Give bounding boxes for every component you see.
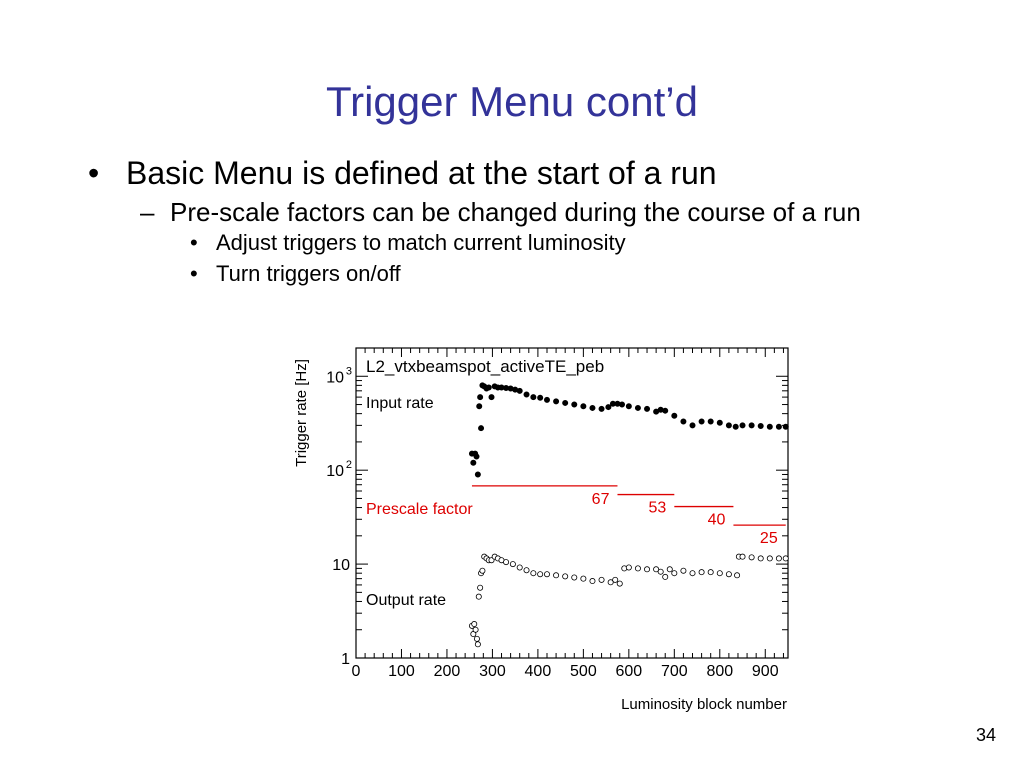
input-rate-point — [606, 404, 611, 409]
output-rate-point — [626, 565, 631, 570]
input-rate-point — [635, 405, 640, 410]
input-rate-point — [767, 424, 772, 429]
chart-svg — [280, 335, 800, 720]
prescale-value-label: 53 — [648, 499, 667, 517]
output-rate-point — [663, 574, 668, 579]
bullet-level2 — [140, 197, 861, 228]
input-rate-point — [783, 424, 788, 429]
bullet-marker: • — [190, 261, 198, 286]
input-rate-point — [544, 397, 549, 402]
x-tick-label: 100 — [388, 663, 415, 680]
y-axis-label: Trigger rate [Hz] — [293, 359, 310, 467]
input-rate-point — [708, 419, 713, 424]
output-rate-point — [472, 621, 477, 626]
input-rate-point — [478, 426, 483, 431]
output-rate-point — [726, 572, 731, 577]
output-rate-label: Output rate — [366, 592, 447, 609]
output-rate-point — [681, 568, 686, 573]
x-tick-label: 200 — [433, 663, 461, 680]
input-rate-point — [572, 402, 577, 407]
bullet-text: Turn triggers on/off — [216, 261, 401, 286]
prescale-value-label: 40 — [707, 511, 726, 529]
bullet-marker: • — [190, 230, 198, 255]
x-tick-label: 700 — [660, 663, 688, 680]
output-rate-point — [473, 627, 478, 632]
prescale-value-label: 67 — [591, 490, 610, 508]
input-rate-point — [474, 454, 479, 459]
output-rate-point — [667, 567, 672, 572]
y-tick-label: 1 — [341, 651, 350, 668]
output-rate-point — [767, 556, 772, 561]
output-rate-point — [617, 581, 622, 586]
output-rate-point — [475, 642, 480, 647]
output-rate-point — [553, 573, 558, 578]
x-tick-label: 900 — [751, 663, 779, 680]
output-rate-point — [563, 574, 568, 579]
input-rate-point — [524, 392, 529, 397]
x-tick-label: 600 — [615, 663, 643, 680]
input-rate-point — [699, 419, 704, 424]
slide-title: Trigger Menu cont’d — [326, 78, 698, 125]
output-rate-point — [510, 561, 515, 566]
input-rate-point — [581, 404, 586, 409]
input-rate-point — [663, 408, 668, 413]
prescale-factor-label: Prescale factor — [366, 501, 473, 518]
output-rate-point — [476, 594, 481, 599]
input-rate-point — [531, 395, 536, 400]
output-rate-point — [572, 575, 577, 580]
x-tick-label: 0 — [351, 663, 361, 680]
input-rate-point — [563, 400, 568, 405]
input-rate-point — [733, 424, 738, 429]
page-number: 34 — [975, 725, 996, 745]
input-rate-point — [599, 406, 604, 411]
input-rate-point — [626, 404, 631, 409]
output-rate-point — [599, 577, 604, 582]
x-tick-label: 800 — [706, 663, 734, 680]
output-rate-point — [531, 571, 536, 576]
output-rate-point — [740, 554, 745, 559]
bullet-text: Pre-scale factors can be changed during the course of a run — [170, 197, 861, 227]
output-rate-point — [672, 571, 677, 576]
output-rate-point — [480, 568, 485, 573]
output-rate-point — [517, 565, 522, 570]
trigger-rate-chart — [280, 335, 800, 725]
bullet-text: Basic Menu is defined at the start of a run — [126, 155, 717, 191]
output-rate-point — [635, 566, 640, 571]
y-tick-label: 10 — [326, 369, 344, 387]
chart-title: L2_vtxbeamspot_activeTE_peb — [366, 357, 605, 376]
y-tick-exponent: 2 — [345, 459, 352, 472]
bullet-text: Adjust triggers to match current luminosity — [216, 230, 626, 255]
output-rate-point — [758, 556, 763, 561]
input-rate-point — [590, 405, 595, 410]
input-rate-point — [553, 399, 558, 404]
output-rate-point — [658, 569, 663, 574]
output-rate-point — [749, 555, 754, 560]
x-tick-label: 400 — [524, 663, 552, 680]
output-rate-point — [538, 572, 543, 577]
input-rate-point — [471, 460, 476, 465]
input-rate-point — [672, 413, 677, 418]
output-rate-point — [478, 585, 483, 590]
prescale-value-label: 25 — [759, 530, 778, 548]
input-rate-point — [726, 423, 731, 428]
output-rate-point — [690, 571, 695, 576]
output-rate-point — [590, 578, 595, 583]
input-rate-point — [477, 404, 482, 409]
input-rate-point — [749, 423, 754, 428]
input-rate-point — [489, 395, 494, 400]
output-rate-point — [581, 576, 586, 581]
input-rate-point — [644, 406, 649, 411]
y-tick-label: 10 — [332, 557, 350, 575]
output-rate-point — [544, 572, 549, 577]
output-rate-point — [708, 570, 713, 575]
y-tick-exponent: 3 — [345, 365, 352, 378]
output-rate-point — [524, 568, 529, 573]
y-tick-label: 10 — [326, 463, 344, 481]
bullet-marker: – — [140, 197, 155, 227]
output-rate-point — [699, 570, 704, 575]
output-rate-point — [503, 560, 508, 565]
output-rate-point — [474, 636, 479, 641]
x-tick-label: 300 — [479, 663, 506, 680]
input-rate-point — [478, 395, 483, 400]
input-rate-point — [486, 385, 491, 390]
input-rate-point — [619, 402, 624, 407]
input-rate-point — [758, 423, 763, 428]
bullet-level3 — [190, 261, 401, 287]
output-rate-point — [734, 573, 739, 578]
input-rate-point — [776, 424, 781, 429]
input-rate-point — [538, 395, 543, 400]
output-rate-point — [613, 577, 618, 582]
input-rate-point — [681, 419, 686, 424]
input-rate-point — [517, 388, 522, 393]
input-rate-point — [475, 472, 480, 477]
input-rate-point — [690, 423, 695, 428]
output-rate-point — [776, 556, 781, 561]
bullet-level3 — [190, 230, 626, 256]
output-rate-point — [783, 556, 788, 561]
output-rate-point — [717, 571, 722, 576]
input-rate-label: Input rate — [366, 395, 434, 412]
output-rate-point — [644, 567, 649, 572]
input-rate-point — [740, 423, 745, 428]
bullet-marker: • — [88, 155, 100, 191]
x-axis-label: Luminosity block number — [621, 696, 787, 713]
input-rate-point — [717, 420, 722, 425]
x-tick-label: 500 — [570, 663, 597, 680]
